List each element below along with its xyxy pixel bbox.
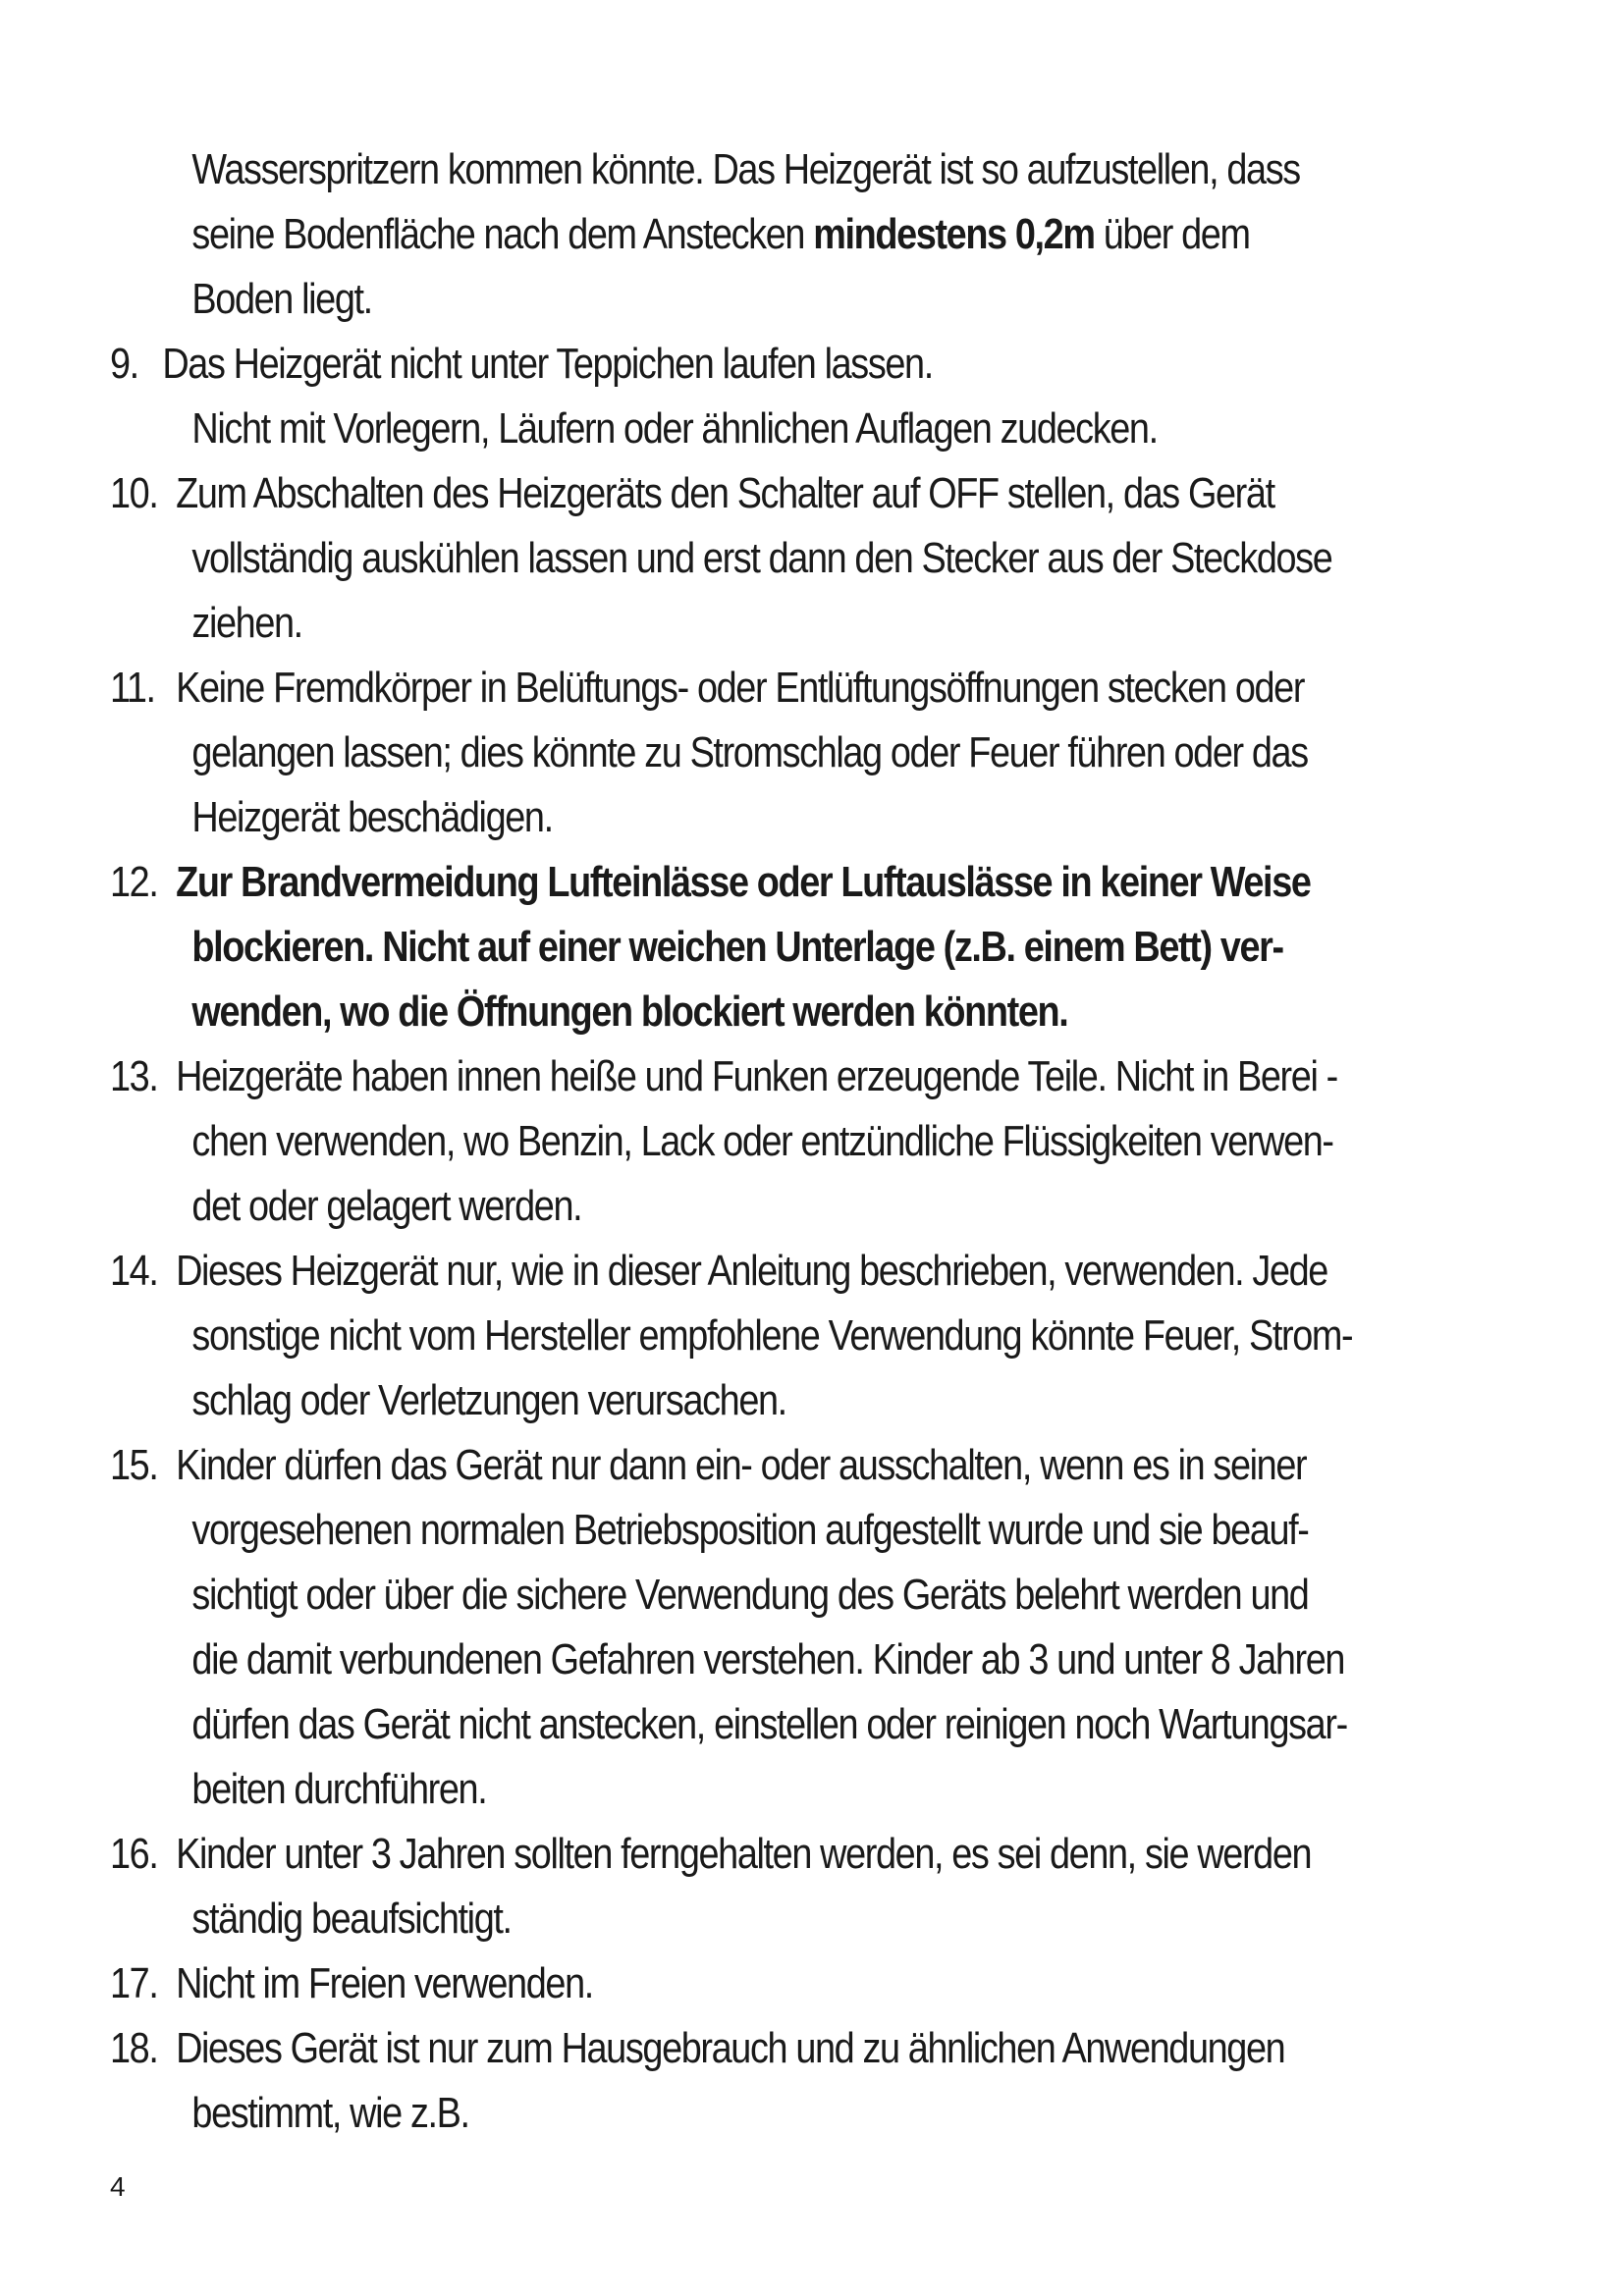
item-text: Kinder dürfen das Gerät nur dann ein- oder ausschalten, wenn es in seiner [176, 1441, 1307, 1489]
item-continuation: blockieren. Nicht auf einer weichen Unterlage (z.B. einem Bett) ver- [191, 923, 1283, 971]
item-text: Kinder unter 3 Jahren sollten ferngehalten werden, es sei denn, sie werden [176, 1830, 1312, 1878]
item-text: Heizgeräte haben innen heiße und Funken erzeugende Teile. Nicht in Berei - [176, 1052, 1337, 1100]
item-continuation: vorgesehenen normalen Betriebsposition aufgestellt wurde und sie beauf- [191, 1506, 1309, 1554]
item-continuation: chen verwenden, wo Benzin, Lack oder entzündliche Flüssigkeiten verwen- [191, 1117, 1333, 1165]
item-continuation: det oder gelagert werden. [191, 1182, 582, 1230]
item-number: 12. [110, 858, 158, 906]
item-number: 13. [110, 1052, 158, 1100]
item-continuation: ständig beaufsichtigt. [191, 1895, 512, 1943]
item-number: 18. [110, 2024, 158, 2072]
intro-text: seine Bodenfläche nach dem Anstecken [191, 210, 814, 258]
item-continuation: dürfen das Gerät nicht anstecken, einstellen oder reinigen noch Wartungsar- [191, 1700, 1347, 1748]
item-text: Das Heizgerät nicht unter Teppichen laufen lassen. [162, 340, 933, 388]
item-continuation: beiten durchführen. [191, 1765, 487, 1813]
item-text: Dieses Gerät ist nur zum Hausgebrauch und zu ähnlichen Anwendungen [176, 2024, 1285, 2072]
item-number: 11. [110, 664, 155, 712]
item-continuation: ziehen. [191, 599, 302, 647]
list-item [110, 656, 1514, 721]
page-number: 4 [110, 2171, 126, 2202]
item-number: 14. [110, 1247, 158, 1295]
item-continuation: sonstige nicht vom Hersteller empfohlene Verwendung könnte Feuer, Strom- [191, 1311, 1353, 1360]
item-continuation: sichtigt oder über die sichere Verwendung des Geräts belehrt werden und [191, 1571, 1309, 1619]
list-item [110, 461, 1514, 526]
item-number: 17. [110, 1959, 158, 2007]
intro-line: Boden liegt. [191, 275, 372, 323]
item-continuation: die damit verbundenen Gefahren verstehen. Kinder ab 3 und unter 8 Jahren [191, 1635, 1345, 1683]
item-text: Nicht im Freien verwenden. [176, 1959, 593, 2007]
item-text: Keine Fremdkörper in Belüftungs- oder Entlüftungsöffnungen stecken oder [176, 664, 1305, 712]
list-item [110, 1433, 1514, 1498]
item-continuation: bestimmt, wie z.B. [191, 2089, 469, 2137]
item-number: 10. [110, 469, 158, 517]
list-item [110, 1951, 1514, 2016]
intro-line: Wasserspritzern kommen könnte. Das Heizgerät ist so aufzustellen, dass [191, 145, 1300, 193]
intro-text: über dem [1094, 210, 1250, 258]
item-number: 16. [110, 1830, 158, 1878]
intro-line [110, 202, 1514, 267]
item-text: Dieses Heizgerät nur, wie in dieser Anleitung beschrieben, verwenden. Jede [176, 1247, 1327, 1295]
item-continuation: wenden, wo die Öffnungen blockiert werden könnten. [191, 988, 1068, 1036]
list-item [110, 850, 1514, 915]
intro-emphasis: mindestens 0,2m [813, 210, 1095, 258]
list-item [110, 1822, 1514, 1887]
list-item [110, 1239, 1514, 1304]
item-text: Zum Abschalten des Heizgeräts den Schalter auf OFF stellen, das Gerät [176, 469, 1274, 517]
item-continuation: Heizgerät beschädigen. [191, 793, 553, 841]
list-item [110, 1044, 1514, 1109]
item-continuation: schlag oder Verletzungen verursachen. [191, 1376, 786, 1424]
list-item [110, 332, 1514, 397]
list-item [110, 2016, 1514, 2081]
item-text: Zur Brandvermeidung Lufteinlässe oder Luftauslässe in keiner Weise [176, 858, 1311, 906]
item-continuation: Nicht mit Vorlegern, Läufern oder ähnlichen Auflagen zudecken. [191, 404, 1158, 453]
item-continuation: gelangen lassen; dies könnte zu Stromschlag oder Feuer führen oder das [191, 728, 1308, 776]
item-continuation: vollständig auskühlen lassen und erst dann den Stecker aus der Steckdose [191, 534, 1332, 582]
item-number: 15. [110, 1441, 158, 1489]
item-number: 9. [110, 340, 138, 388]
body-text [110, 137, 1514, 2146]
